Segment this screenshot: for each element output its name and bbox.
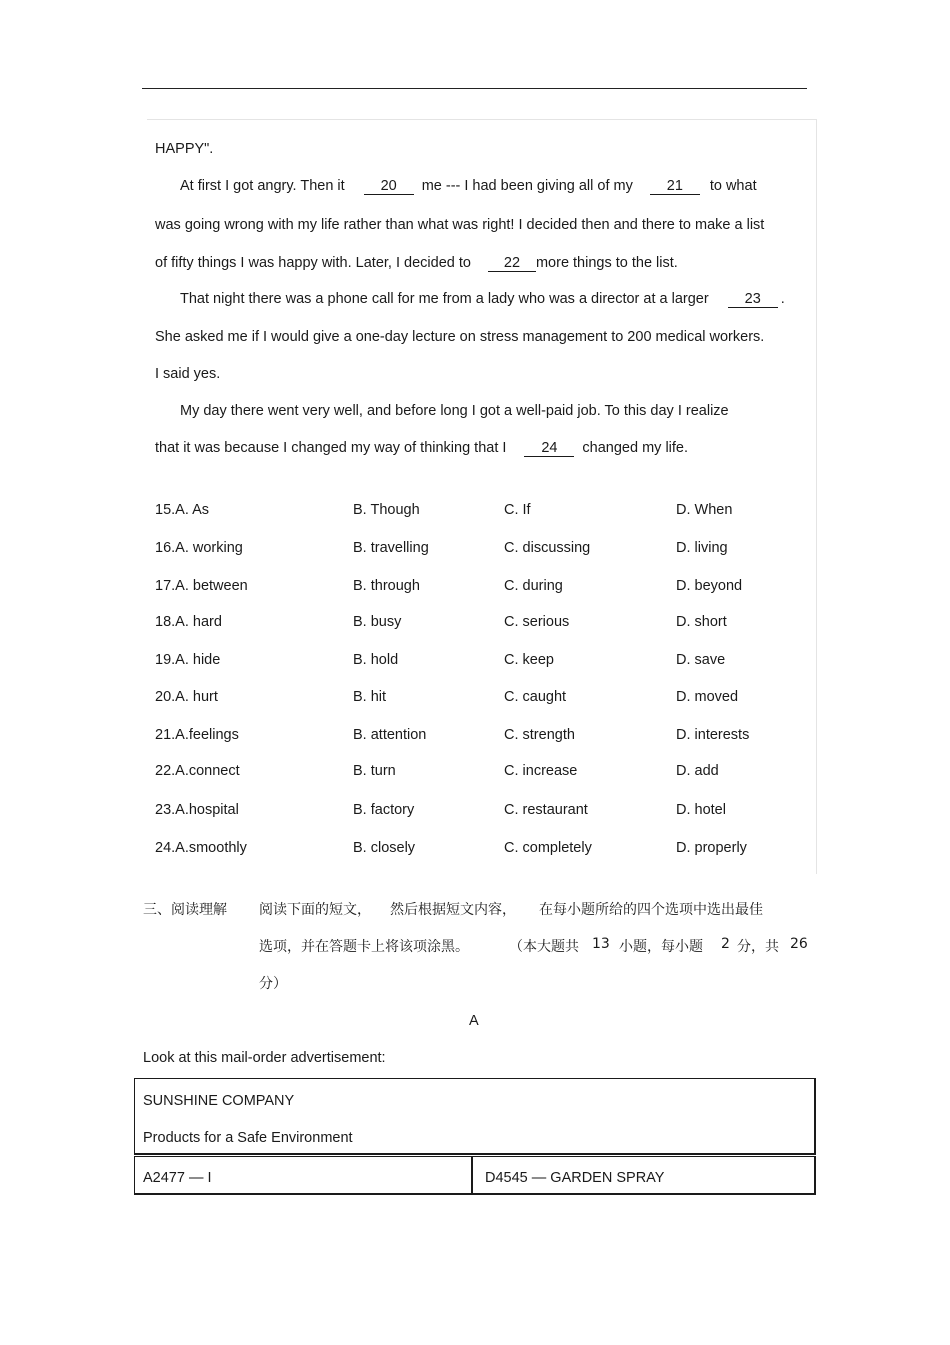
passage-line: That night there was a phone call for me from a lady who was a director at a larger 23 .: [180, 291, 785, 307]
blank-20: 20: [364, 179, 414, 195]
option-b: B. hold: [353, 652, 399, 668]
option-b: B. Though: [353, 502, 420, 518]
instruction-text: 阅读下面的短文，: [259, 902, 371, 918]
advertisement-table: [134, 1078, 815, 1194]
passage-line: She asked me if I would give a one-day lecture on stress management to 200 medical workers.: [155, 329, 765, 345]
instruction-text: 在每小题所给的四个选项中选出最佳: [539, 902, 763, 918]
option-d: D. properly: [676, 840, 747, 856]
option-a: 17.A. between: [155, 578, 248, 594]
total-points: 26: [790, 936, 808, 952]
option-c: C. during: [504, 578, 563, 594]
option-d: D. living: [676, 540, 728, 556]
instruction-text: 小题，每小题: [619, 939, 703, 955]
option-d: D. short: [676, 614, 727, 630]
ad-item-cell: [472, 1156, 816, 1195]
instruction-text: 分，共: [737, 939, 779, 955]
option-c: C. discussing: [504, 540, 591, 556]
blank-24: 24: [524, 441, 574, 457]
option-c: C. completely: [504, 840, 592, 856]
option-a: 20.A. hurt: [155, 689, 218, 705]
passage-line: At first I got angry. Then it 20 me --- I had been giving all of my 21 to what: [180, 178, 757, 194]
option-a: 22.A.connect: [155, 763, 240, 779]
option-d: D. When: [676, 502, 733, 518]
question-count: 13: [592, 936, 610, 952]
passage-line: that it was because I changed my way of thinking that I 24 changed my life.: [155, 440, 689, 456]
option-c: C. restaurant: [504, 802, 588, 818]
option-c: C. strength: [504, 727, 575, 743]
option-a: 23.A.hospital: [155, 802, 239, 818]
option-b: B. travelling: [353, 540, 429, 556]
product-code: A2477 — I: [143, 1170, 212, 1186]
option-c: C. keep: [504, 652, 554, 668]
ad-item-cell: [134, 1156, 472, 1195]
option-b: B. turn: [353, 763, 396, 779]
page-header-rule: [142, 88, 807, 89]
option-a: 21.A.feelings: [155, 727, 239, 743]
option-b: B. factory: [353, 802, 415, 818]
option-b: B. closely: [353, 840, 416, 856]
option-d: D. add: [676, 763, 719, 779]
option-a: 15.A. As: [155, 502, 210, 518]
option-c: C. If: [504, 502, 531, 518]
option-c: C. caught: [504, 689, 567, 705]
option-d: D. beyond: [676, 578, 743, 594]
part-heading: A: [469, 1013, 479, 1029]
instruction-text: 然后根据短文内容，: [390, 902, 516, 918]
points-per-question: 2: [721, 936, 730, 952]
option-d: D. save: [676, 652, 726, 668]
ad-header-cell: [134, 1078, 816, 1155]
option-b: B. through: [353, 578, 420, 594]
option-a: 16.A. working: [155, 540, 243, 556]
option-c: C. serious: [504, 614, 570, 630]
company-tagline: Products for a Safe Environment: [143, 1130, 353, 1146]
passage-line: of fifty things I was happy with. Later, I decided to 22 more things to the list.: [155, 255, 678, 271]
passage-line: My day there went very well, and before long I got a well-paid job. To this day I realize: [180, 403, 729, 419]
product-code: D4545 — GARDEN SPRAY: [485, 1170, 665, 1186]
instruction-text: （本大题共: [509, 939, 579, 955]
section-label: 三、阅读理解: [143, 902, 227, 918]
option-b: B. attention: [353, 727, 427, 743]
passage-frame-top: [147, 119, 817, 120]
company-name: SUNSHINE COMPANY: [143, 1093, 295, 1109]
option-a: 18.A. hard: [155, 614, 222, 630]
option-a: 19.A. hide: [155, 652, 221, 668]
option-a: 24.A.smoothly: [155, 840, 247, 856]
instruction-text: 分）: [259, 976, 287, 992]
passage-line: I said yes.: [155, 366, 221, 382]
blank-21: 21: [650, 179, 700, 195]
passage-line: HAPPY".: [155, 141, 214, 157]
option-b: B. hit: [353, 689, 387, 705]
blank-22: 22: [488, 256, 536, 272]
blank-23: 23: [728, 292, 778, 308]
passage-frame-right: [816, 119, 817, 874]
option-d: D. interests: [676, 727, 750, 743]
instruction-text: 选项，并在答题卡上将该项涂黑。: [259, 939, 469, 955]
reading-intro: Look at this mail-order advertisement:: [143, 1050, 386, 1066]
option-d: D. moved: [676, 689, 739, 705]
option-d: D. hotel: [676, 802, 726, 818]
passage-line: was going wrong with my life rather than what was right! I decided then and there to make a list: [155, 217, 765, 233]
option-b: B. busy: [353, 614, 402, 630]
option-c: C. increase: [504, 763, 578, 779]
